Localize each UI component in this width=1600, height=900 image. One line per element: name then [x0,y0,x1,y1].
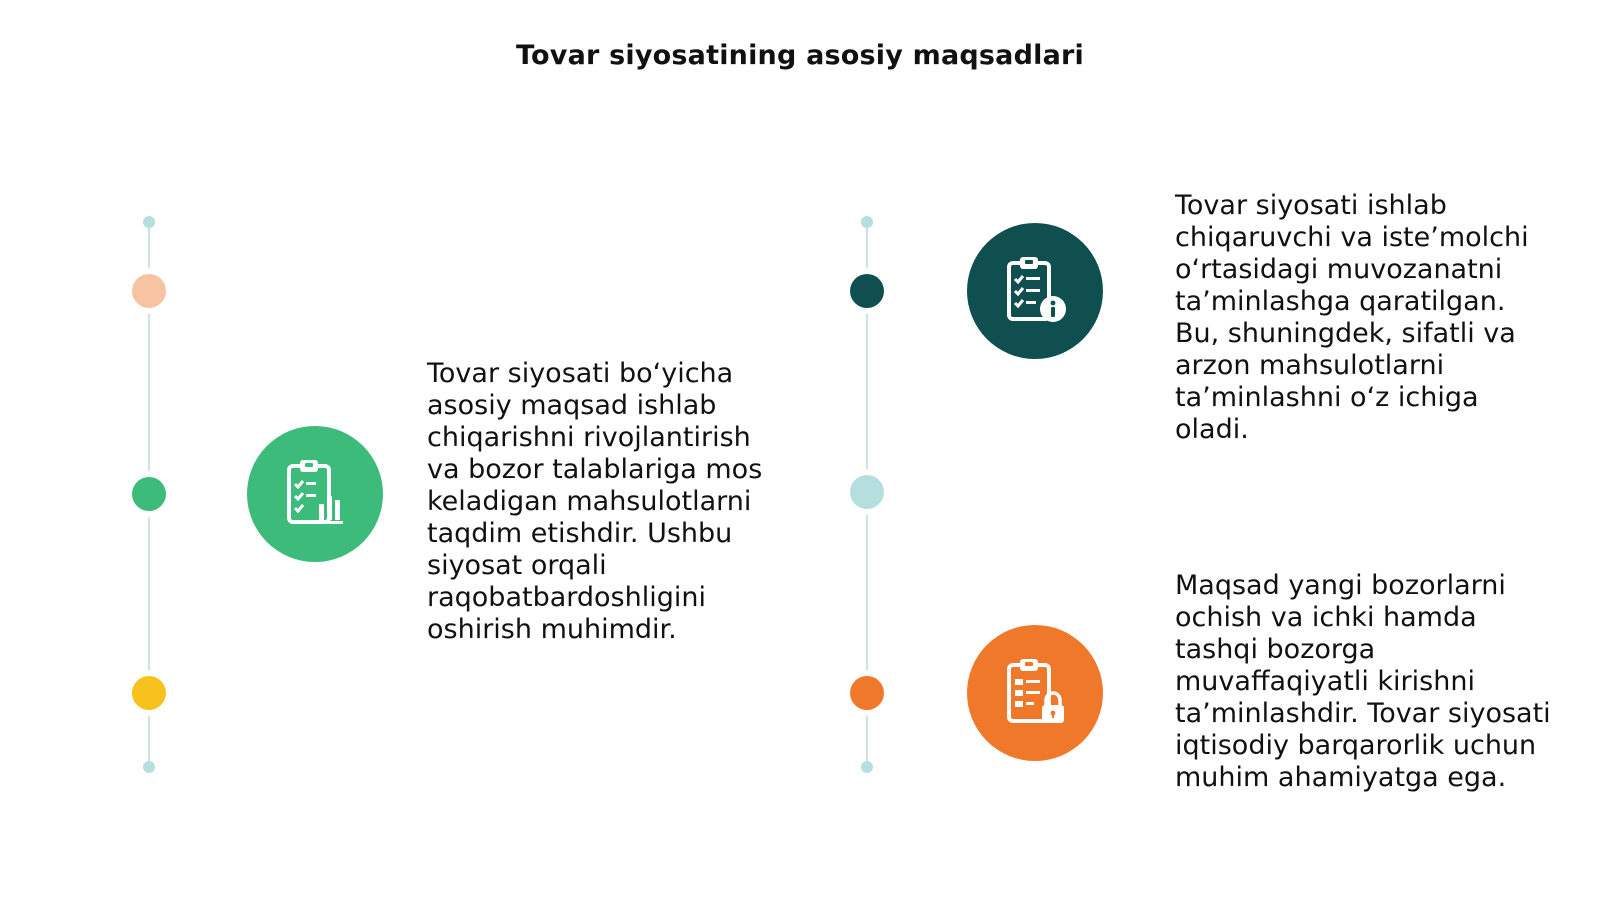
right-timeline-start-dot [861,216,873,228]
left-timeline-green-dot [132,477,166,511]
item-3-text: Maqsad yangi bozorlarni ochish va ichki hamda tashqi bozorga muvaffaqiyatli kirishni ta’minlashdir. Tovar siyosati iqtisodiy barqarorlik uchun muhim ahamiyatga ega. [1175,570,1551,793]
item-2-text: Tovar siyosati ishlab chiqaruvchi va iste’molchi o‘rtasidagi muvozanatni ta’minlashga qaratilgan. Bu, shuningdek, sifatli va arzon mahsulotlarni ta’minlashni o‘z ichiga oladi. [1175,190,1529,445]
right-timeline-orange-dot [850,676,884,710]
right-timeline-dark-teal-dot [850,274,884,308]
item-1-icon-circle [247,426,383,562]
page-title: Tovar siyosatining asosiy maqsadlari [516,40,1084,71]
clipboard-chart-icon [275,454,355,534]
left-timeline-end-dot [143,761,155,773]
clipboard-lock-icon [995,653,1075,733]
item-1-text: Tovar siyosati bo‘yicha asosiy maqsad ishlab chiqarishni rivojlantirish va bozor talablariga mos keladigan mahsulotlarni taqdim etishdir. Ushbu siyosat orqali raqobatbardoshligini oshirish muhimdir. [427,358,763,645]
left-timeline-yellow-dot [132,676,166,710]
clipboard-info-icon [995,251,1075,331]
left-timeline-start-dot [143,216,155,228]
item-3-icon-circle [967,625,1103,761]
right-timeline-end-dot [861,761,873,773]
item-2-icon-circle [967,223,1103,359]
left-timeline-peach-dot [132,274,166,308]
right-timeline-light-teal-dot [850,475,884,509]
